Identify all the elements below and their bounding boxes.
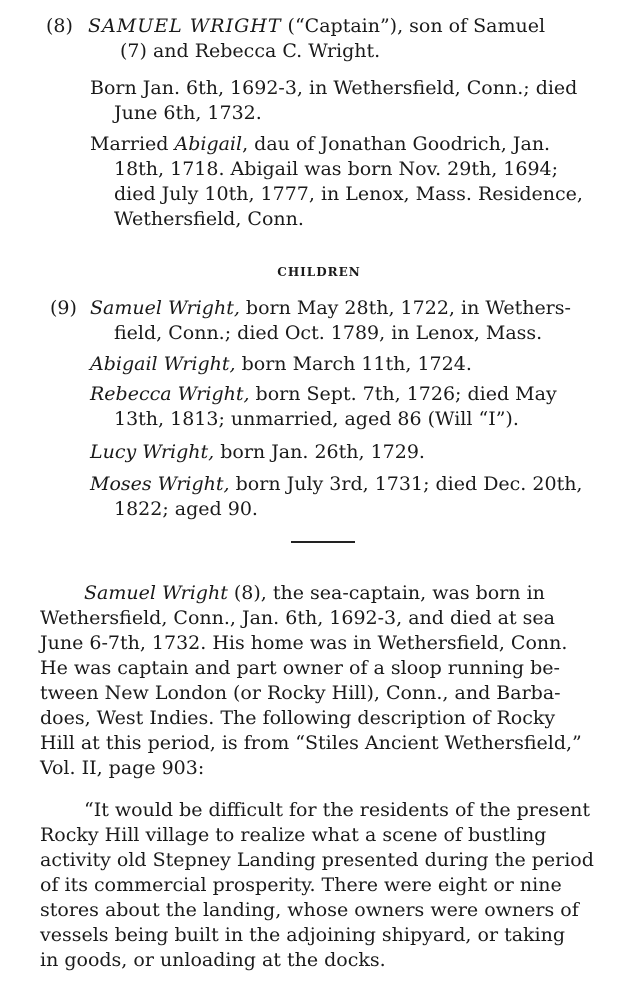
narrative-paragraph: Samuel Wright (8), the sea-captain, was born in Wethersfield, Conn., Jan. 6th, 1692-3, and died at sea June 6-7th, 1732. His home was in Wethersfield, Conn. He was captain and part owner of a sloop running be- tween New London (or Rocky Hill), Conn., and Barba- does, West Indies. The following description of Rocky Hill at this period, is from “Stiles Ancient Wethersfield,” Vol. II, page 903: [40, 582, 582, 779]
spouse-name: Abigail [174, 133, 243, 155]
entry-name: SAMUEL WRIGHT [88, 15, 282, 37]
child-abigail: Abigail Wright, born March 11th, 1724. [90, 353, 472, 375]
entry-heading-rest: (“Captain”), son of Samuel [281, 15, 546, 37]
child-rebecca: Rebecca Wright, born Sept. 7th, 1726; died May 13th, 1813; unmarried, aged 86 (Will “I”). [90, 383, 557, 430]
child-moses: Moses Wright, born July 3rd, 1731; died Dec. 20th, 1822; aged 90. [90, 473, 583, 520]
entry-heading-line-2: (7) and Rebecca C. Wright. [120, 40, 381, 62]
child-name: Lucy Wright, [90, 441, 215, 463]
narrative-name: Samuel Wright [84, 582, 228, 604]
married-paragraph [90, 132, 608, 232]
section-divider [291, 541, 355, 543]
born-paragraph [90, 76, 608, 126]
child-number: (9) [50, 297, 77, 319]
children-heading: CHILDREN [277, 265, 361, 279]
married-line-3: died July 10th, 1777, in Lenox, Mass. Residence, [114, 183, 583, 205]
child-name: Abigail Wright, [90, 353, 236, 375]
child-name: Moses Wright, [90, 473, 230, 495]
entry-number: (8) [46, 15, 73, 37]
married-line-2: 18th, 1718. Abigail was born Nov. 29th, 1694; [114, 158, 559, 180]
married-line-1: Married Abigail, dau of Jonathan Goodrich, Jan. [90, 133, 551, 155]
child-name: Samuel Wright, [90, 297, 240, 319]
child-samuel: Samuel Wright, born May 28th, 1722, in Wethers- field, Conn.; died Oct. 1789, in Lenox, Mass. [90, 297, 571, 344]
entry-heading [46, 14, 612, 64]
child-lucy: Lucy Wright, born Jan. 26th, 1729. [90, 441, 425, 463]
married-line-4: Wethersfield, Conn. [114, 208, 304, 230]
child-name: Rebecca Wright, [90, 383, 250, 405]
quote-paragraph: “It would be difficult for the residents of the present Rocky Hill village to realize what a scene of bustling activity old Stepney Landing presented during the period of its commercial prosperity. There were eight or nine stores about the landing, whose owners were owners of vessels being built in the adjoining shipyard, or taking in goods, or unloading at the docks. [40, 799, 594, 971]
born-line-1: Born Jan. 6th, 1692-3, in Wethersfield, Conn.; died [90, 77, 578, 99]
born-line-2: June 6th, 1732. [114, 102, 262, 124]
